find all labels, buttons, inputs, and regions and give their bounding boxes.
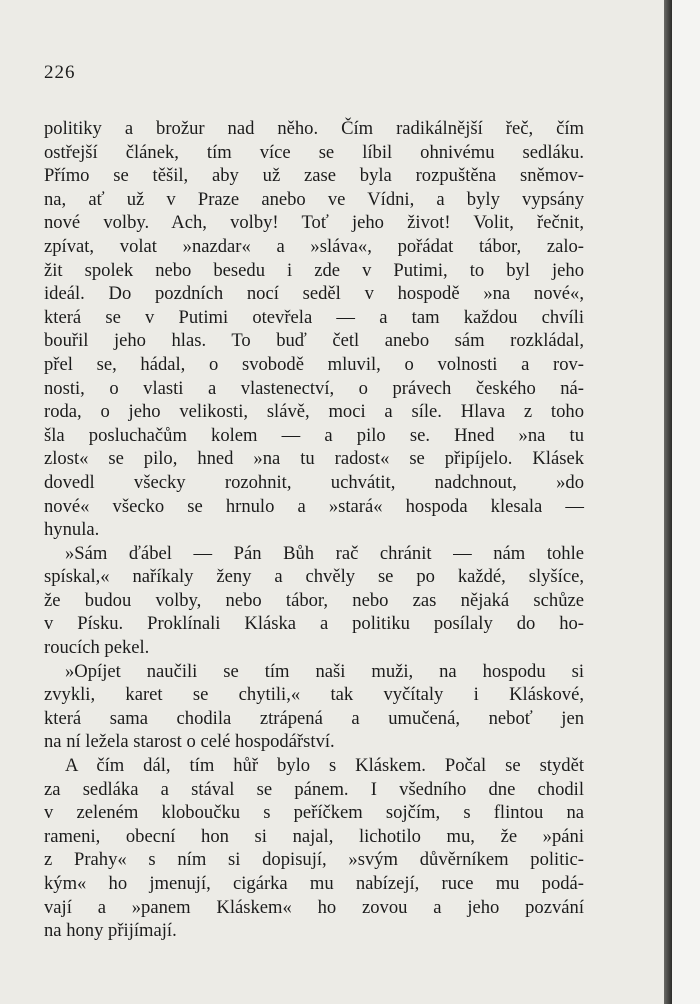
text-line: která se v Putimi otevřela — a tam každou chvíli [44, 306, 584, 328]
text-line: nosti, o vlasti a vlastenectví, o právech českého ná- [44, 377, 584, 399]
text-line: na ní ležela starost o celé hospodářství. [44, 731, 335, 753]
adjacent-page-edge [672, 0, 700, 1004]
text-line: přel se, hádal, o svobodě mluvil, o volnosti a rov- [44, 353, 584, 375]
text-line: hynula. [44, 519, 100, 541]
text-line: ideál. Do pozdních nocí seděl v hospodě »na nové«, [44, 283, 584, 305]
text-line: zpívat, volat »nazdar« a »sláva«, pořádat tábor, zalo- [44, 235, 584, 257]
text-line: zlost« se pilo, hned »na tu radost« se připíjelo. Klásek [44, 448, 584, 470]
text-line: A čím dál, tím hůř bylo s Kláskem. Počal se stydět [65, 755, 584, 777]
text-line: politiky a brožur nad něho. Čím radikálnější řeč, čím [44, 118, 584, 139]
text-line: nové« všecko se hrnulo a »stará« hospoda klesala — [44, 495, 584, 517]
text-line: rameni, obecní hon si najal, lichotilo mu, že »páni [44, 825, 584, 847]
text-line: vají a »panem Kláskem« ho zovou a jeho pozvání [44, 896, 584, 918]
text-line: za sedláka a stával se pánem. I všedního dne chodil [44, 778, 584, 800]
page-text [44, 117, 584, 943]
text-line: šla posluchačům kolem — a pilo se. Hned »na tu [44, 424, 584, 446]
text-line: bouřil jeho hlas. To buď četl anebo sám rozkládal, [44, 330, 584, 352]
text-line: která sama chodila ztrápená a umučená, neboť jen [44, 707, 584, 729]
text-line: že budou volby, nebo tábor, nebo zas nějaká schůze [44, 589, 584, 611]
text-line: »Sám ďábel — Pán Bůh rač chránit — nám tohle [65, 542, 584, 564]
text-line: roucích pekel. [44, 637, 150, 659]
text-line: »Opíjet naučili se tím naši muži, na hospodu si [65, 660, 584, 682]
text-line: dovedl všecky rozohnit, uchvátit, nadchnout, »do [44, 471, 584, 493]
text-line: kým« ho jmenují, cigárka mu nabízejí, ruce mu podá- [44, 873, 584, 894]
text-line: žit spolek nebo besedu i zde v Putimi, to byl jeho [44, 259, 584, 281]
page-number: 226 [44, 62, 76, 83]
text-line: v Písku. Proklínali Kláska a politiku posílaly do ho- [44, 613, 584, 635]
text-line: Přímo se těšil, aby už zase byla rozpuštěna sněmov- [44, 165, 584, 187]
text-line: nové volby. Ach, volby! Toť jeho život! Volit, řečnit, [44, 212, 584, 234]
text-line: spískal,« naříkaly ženy a chvěly se po každé, slyšíce, [44, 566, 584, 588]
text-line: na hony přijímají. [44, 920, 177, 942]
text-line: roda, o jeho velikosti, slávě, moci a síle. Hlava z toho [44, 401, 584, 423]
book-spine-shadow [664, 0, 672, 1004]
text-line: z Prahy« s ním si dopisují, »svým důvěrníkem politic- [44, 849, 584, 871]
text-line: ostřejší článek, tím více se líbil ohnivému sedláku. [44, 141, 584, 163]
text-line: na, ať už v Praze anebo ve Vídni, a byly vypsány [44, 188, 584, 210]
text-line: v zeleném kloboučku s peříčkem sojčím, s flintou na [44, 802, 584, 824]
text-line: zvykli, karet se chytili,« tak vyčítaly i Kláskové, [44, 684, 584, 706]
